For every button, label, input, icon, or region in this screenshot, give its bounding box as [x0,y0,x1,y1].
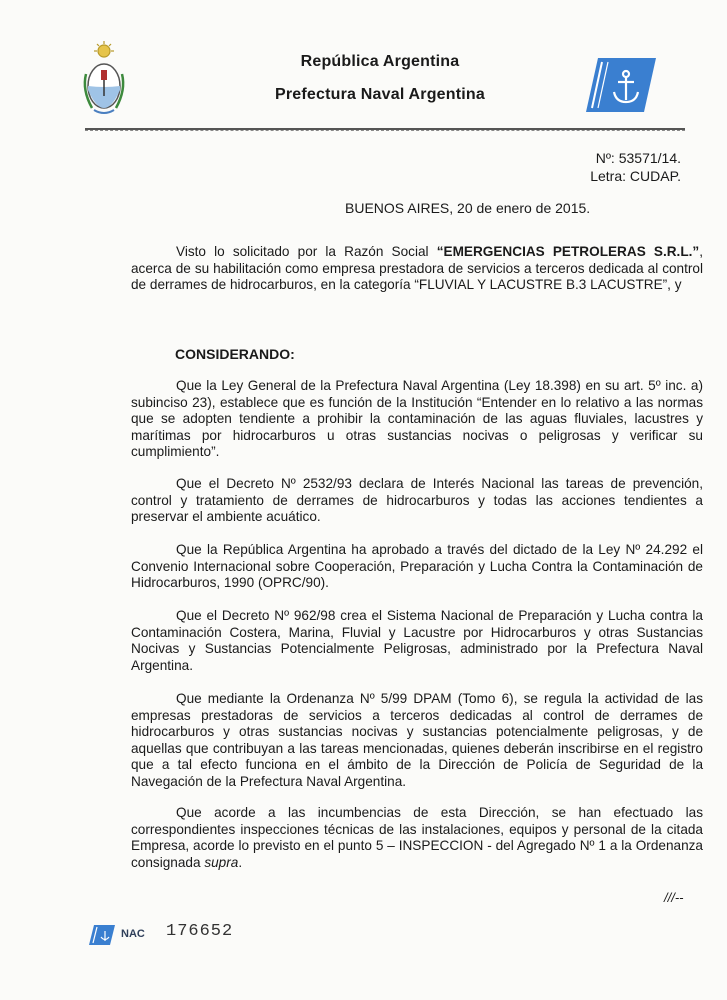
footer-serial-number: 176652 [166,922,234,941]
visto-paragraph [131,244,703,294]
considerando-paragraph [131,476,703,526]
considerando-paragraph [131,805,703,871]
visto-text-b: , acerca de su habilitación como empresa prestadora de servicios a terceros dedicada al control de derrames de hidrocarburos, en la categoría “FLUVIAL Y LACUSTRE B.3 LACUSTRE”, y [131,244,703,293]
paragraph-text: Que mediante la Ordenanza Nº 5/99 DPAM (Tomo 6), se regula la actividad de las empresas prestadoras de servicios a terceros dedicadas al control de derrames de hidrocarburos y otras sustancias nocivas y sustancias potencialmente peligrosas, y de aquellas que contribuyan a las tareas mencionadas, quienes deberán inscribirse en el registro que a tal efecto funciona en el ámbito de la Dirección de Policía de Seguridad de la Navegación de la Prefectura Naval Argentina. [131,691,703,789]
header-title-prefectura: Prefectura Naval Argentina [274,86,485,103]
footer-label: NAC [121,928,145,940]
prefectura-anchor-logo-icon [586,58,656,112]
reference-letra: Letra: CUDAP. [590,168,681,184]
paragraph-text: Que la República Argentina ha aprobado a través del dictado de la Ley Nº 24.292 el Convenio Internacional sobre Cooperación, Preparación y Lucha Contra la Contaminación de Hidrocarburos, 1990 (OPRC/90). [131,542,703,591]
considerando-heading: CONSIDERANDO: [175,346,295,362]
paragraph-text: Que acorde a las incumbencias de esta Dirección, se han efectuado las correspondientes inspecciones técnicas de las instalaciones, equipos y personal de la citada Empresa, acorde lo previsto en el punto 5 – INSPECCION - del Agregado Nº 1 a la Ordenanza consignada [131,805,703,870]
paragraph-italic: supra [204,854,239,870]
paragraph-text-end: . [238,854,243,870]
company-name: “EMERGENCIAS PETROLERAS S.R.L.” [436,244,700,259]
considerando-paragraph [131,378,703,461]
header-divider [85,128,685,131]
paragraph-text: Que el Decreto Nº 2532/93 declara de Interés Nacional las tareas de prevención, control y tratamiento de derrames de hidrocarburos y todas las acciones tendientes a preservar el ambiente acuático. [131,476,703,525]
paragraph-text: Que el Decreto Nº 962/98 crea el Sistema Nacional de Preparación y Lucha contra la Contaminación Costera, Marina, Fluvial y Lacustre por Hidrocarburos y otras Sustancias Nocivas y Sustancias Potencialmente Peligrosas, administrado por la Prefectura Naval Argentina. [131,608,703,673]
place-and-date: BUENOS AIRES, 20 de enero de 2015. [345,200,591,216]
visto-text-a: Visto lo solicitado por la Razón Social [176,244,437,259]
header-title-republica: República Argentina [300,53,460,70]
considerando-paragraph [131,691,703,791]
paragraph-text: Que la Ley General de la Prefectura Naval Argentina (Ley 18.398) en su art. 5º inc. a) subinciso 23), establece que es función de la Institución “Entender en lo relativo a las normas que se adopten tendiente a prohibir la contaminación de las aguas fluviales, lacustres y marítimas por hidrocarburos u otras sustancias nocivas o peligrosas y verificar su cumplimiento”. [131,378,703,460]
considerando-paragraph [131,542,703,592]
argentina-coat-of-arms-icon [80,40,128,118]
considerando-paragraph [131,608,703,674]
reference-number: Nº: 53571/14. [595,150,681,166]
continuation-mark: ///-- [664,890,684,905]
prefectura-small-logo-icon [89,925,115,945]
